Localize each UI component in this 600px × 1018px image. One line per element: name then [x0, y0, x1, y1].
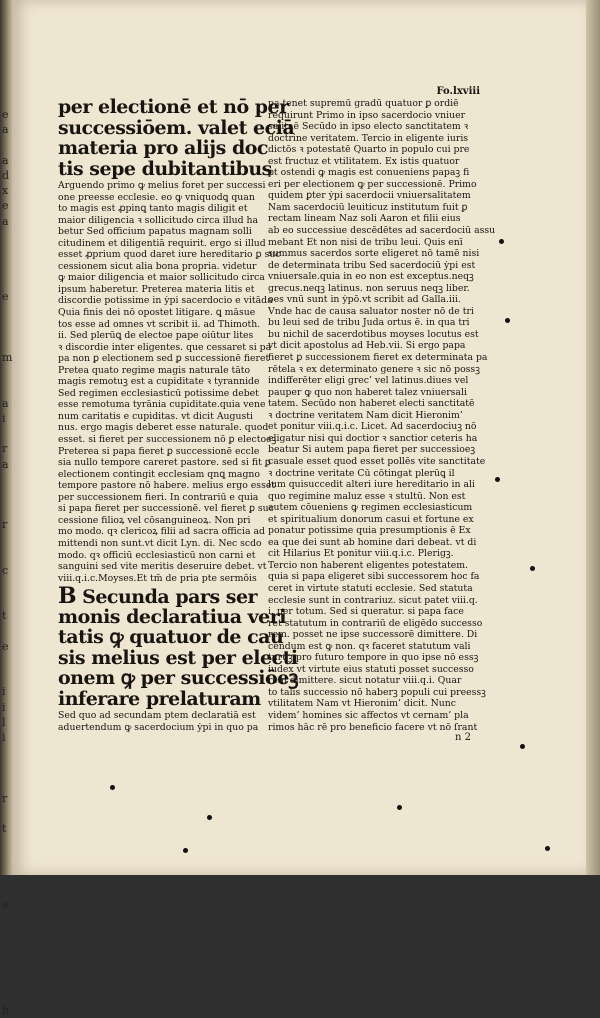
text-line: mittendi non sunt.vt dicit Lyn. di. Nec scdo — [58, 537, 262, 549]
text-line: autem cōueniens ꝙ regimen ecclesiasticum — [268, 502, 473, 514]
page-right-edge — [586, 0, 600, 875]
fragment-letter: a — [2, 457, 9, 471]
fragment-letter — [2, 472, 14, 487]
text-line: indifferēter eligi grec’ vel latinus.diues vel — [268, 375, 469, 387]
fragment-letter: i — [2, 700, 6, 714]
fragment-letter — [2, 851, 14, 866]
fragment-letter: e — [2, 108, 9, 122]
page-speck — [499, 239, 504, 244]
text-line: electionem contingit ecclesiam qnꝗ magno — [58, 468, 260, 480]
text-line: ecclesie sunt in contrariuz. sicut patet viii.q. — [268, 594, 478, 606]
text-line: ꝑt ostendi ꝙ magis est conueniens papaꝫ fi — [268, 167, 470, 179]
text-line: lum quisuccedit alteri iure hereditario in ali — [268, 479, 475, 491]
text-line: bu nichil de sacerdotibus moyses locutus est — [268, 328, 479, 340]
text-line: ii. Sed plerūꝗ de electoe pape oiūtur lites — [58, 330, 254, 342]
fragment-letter: c — [2, 563, 9, 577]
text-line: iudex vt virtute eius statuti posset successo — [268, 663, 474, 675]
fragment-letter: t — [2, 609, 7, 623]
fragment-letter: a — [2, 153, 9, 167]
text-line: tatem. Secūdo non haberet electi sanctitatē — [268, 398, 475, 410]
page-speck — [110, 785, 115, 790]
text-line: oes vnū sunt in ẏpō.vt scribit ad Galla.iii. — [268, 294, 461, 306]
text-line: discordie potissime in ẏpi sacerdocio e vitāda — [58, 295, 273, 307]
folio-number: Fo.lxviii — [436, 86, 480, 97]
text-line: et ponitur viii.q.i.c. Licet. Ad sacerdociuꝫ nō — [268, 421, 477, 433]
text-line: pauper ꝙ quo non haberet talez vniuersali — [268, 386, 467, 398]
text-line: ꝙ maior diligencia et maior sollicitudo circa — [58, 272, 265, 284]
fragment-letter — [2, 274, 14, 289]
text-line: sanguini sed vite meritis deseruire debet. vt — [58, 561, 267, 573]
text-line: ipsum haberetur. Preterea materia litis et — [58, 283, 255, 295]
heading-line: B Secunda pars ser — [58, 583, 258, 610]
text-line: betur Sed officium papatus magnam solli — [58, 226, 252, 238]
right-column — [268, 98, 496, 733]
fragment-letter — [2, 305, 14, 320]
fragment-letter — [2, 988, 14, 1003]
fragment-letter — [2, 259, 14, 274]
text-line: tempore pastore nō habere. melius ergo esset — [58, 480, 276, 492]
text-line: to magis est ꝓpinꝗ tanto magis diligit et — [58, 203, 248, 215]
text-line: nus. ergo magis deberet esse naturale. quod — [58, 422, 269, 434]
fragment-letter — [2, 669, 14, 684]
page-speck — [397, 805, 402, 810]
fragment-letter — [2, 229, 14, 244]
text-line: salitaē Secūdo in ipso electo sanctitatem ꝛ — [268, 121, 469, 133]
left-column — [58, 96, 298, 733]
heading-line: materia pro alijs doc — [58, 137, 268, 159]
text-line: esset. si fieret per successionem nō ꝑ electoeꝫ — [58, 434, 277, 446]
left-heading — [58, 96, 295, 180]
fragment-letter: r — [2, 791, 8, 805]
fragment-letter — [2, 836, 14, 851]
text-line: pa tenet supremū gradū quatuor ꝑ ordiē — [268, 98, 459, 109]
text-line: one preesse ecclesie. eo ꝙ vniquodꝗ quan — [58, 191, 255, 203]
fragment-letter: t — [2, 822, 7, 835]
text-line: de determinata tribu Sed sacerdociū ẏpi est — [268, 259, 476, 271]
page-speck — [183, 848, 188, 853]
fragment-letter — [2, 775, 14, 790]
text-line: est fructuz et vtilitatem. Ex istis quatuor — [268, 155, 460, 167]
text-line: sia nullo tempore careret pastore. sed si fit ꝑ — [58, 457, 271, 469]
page-speck — [207, 815, 212, 820]
page-speck — [545, 846, 550, 851]
section-initial: B — [58, 583, 77, 610]
fragment-letter: a — [2, 214, 9, 228]
text-line: tos esse ad omnes vt scribit ii. ad Thimoth. — [58, 318, 261, 330]
signature-mark: n 2 — [455, 732, 471, 743]
text-line: bu leui sed de tribu Juda ortus ē. in qua tri — [268, 317, 470, 329]
text-line: Arguendo primo ꝙ melius foret per successi — [58, 180, 266, 191]
text-line: to talis successio nō haberꝫ populi cui preessꝫ — [268, 686, 486, 698]
fragment-letter — [2, 745, 14, 760]
fragment-letter: r — [2, 442, 8, 456]
fragment-letter: e — [2, 897, 9, 911]
text-line: rem dimittere. sicut notatur viii.q.i. Quar — [268, 675, 462, 687]
text-line: rimos hāc rē pro beneficio facere vt nō ſrant — [268, 721, 478, 733]
text-line: Tercio non haberent eligentes potestatem. — [268, 559, 468, 571]
heading-line: per electionē et nō per — [58, 96, 289, 118]
text-line: eri per electionem ꝙ per successionē. Primo — [268, 178, 477, 190]
fragment-letter: e — [2, 290, 9, 304]
text-line: citudinem et diligentiā requirit. ergo si illud — [58, 237, 266, 249]
text-line: rētela ꝛ ex determinato genere ꝛ sic nō possꝫ — [268, 363, 480, 375]
fragment-letter — [2, 943, 14, 958]
heading-line: sis melius est per electi — [58, 646, 298, 669]
facing-page-fragment — [2, 92, 14, 1018]
text-line: aduertendum ꝙ sacerdocium ẏpi in quo pa — [58, 721, 259, 733]
fragment-letter — [2, 502, 14, 517]
text-line: pa non ꝑ electionem sed ꝑ successionē fieret — [58, 353, 270, 365]
text-line: vt dicit apostolus ad Heb.vii. Si ergo papa — [268, 340, 466, 352]
fragment-letter — [2, 867, 14, 882]
text-line: fieret ꝑ successionem fieret ex determinata pa — [268, 352, 488, 364]
text-line: ꝛ doctrine veritatem Nam dicit Hieronim’ — [268, 409, 463, 421]
page-speck — [495, 477, 500, 482]
fragment-letter: l — [2, 715, 6, 729]
text-line: esset ꝓprium quod daret iure hereditario ꝑ suc — [58, 249, 281, 261]
text-line: magis remotuꝫ est a cupiditate ꝛ tyrannide — [58, 376, 260, 388]
text-line: Vnde hac de causa saluator noster nō de tri — [268, 305, 474, 317]
fragment-letter — [2, 426, 14, 441]
fragment-letter: i — [2, 685, 6, 699]
page-speck — [505, 318, 510, 323]
text-line: casuale esset quod esset pollēs vite sanctitate — [268, 455, 486, 467]
fragment-letter — [2, 578, 14, 593]
text-line: vniuersale.quia in eo non est exceptus.neqꝫ — [268, 271, 474, 283]
text-line: cessione filioꝝ vel cōsanguineoꝝ. Non pri — [58, 514, 251, 526]
fragment-letter: i — [2, 411, 6, 425]
text-line: ret statutum in contrariū de eligēdo successo — [268, 617, 483, 629]
fragment-letter — [2, 487, 14, 502]
fragment-letter — [2, 806, 14, 821]
fragment-letter: x — [2, 184, 9, 198]
text-line: doctrine veritatem. Tercio in eligente iuris — [268, 132, 469, 144]
text-line: grecus.neqꝫ latinus. non seruus neqꝫ liber. — [268, 282, 470, 294]
section-two-body-text — [58, 710, 258, 733]
text-line: ceret in virtute statuti ecclesie. Sed statuta — [268, 582, 473, 594]
fragment-letter — [2, 927, 14, 942]
fragment-letter — [2, 760, 14, 775]
text-line: ponatur potissime quia presumptionis ē Ex — [268, 525, 471, 537]
fragment-letter — [2, 593, 14, 608]
fragment-letter: m — [2, 351, 13, 365]
text-line: maior diligencia ꝛ sollicitudo circa illud ha — [58, 214, 259, 226]
fragment-letter — [2, 882, 14, 897]
text-line: cendum est ꝙ non. qꝛ faceret statutum vali — [268, 640, 471, 652]
text-line: eligatur nisi qui doctior ꝛ sanctior ceteris ha — [268, 432, 478, 444]
fragment-letter: h — [2, 1004, 10, 1018]
text-line: ꝛ doctrine veritate Cū cōtingat plerūꝗ il — [268, 467, 455, 479]
fragment-letter: a — [2, 396, 9, 410]
fragment-letter — [2, 654, 14, 669]
fragment-letter — [2, 381, 14, 396]
fragment-letter: a — [2, 123, 9, 137]
text-line: viii.q.i.c.Moyses.Et tm̄ de pria pte sermōis — [58, 572, 257, 584]
fragment-letter: e — [2, 199, 9, 213]
text-line: i. per totum. Sed si queratur. si papa face — [268, 606, 464, 618]
text-line: num caritatis e cupiditas. vt dicit Augusti — [58, 410, 253, 422]
text-line: beatur Si autem papa fieret per successioeꝫ — [268, 444, 476, 456]
section-two-heading-block — [58, 583, 298, 710]
text-line: et spiritualium donorum casui et fortune ex — [268, 513, 474, 525]
text-line: ꝛ discordie inter eligentes. que cessaret si pa — [58, 341, 272, 353]
fragment-letter — [2, 244, 14, 259]
text-line: si papa fieret per successionē. vel fieret ꝑ suc — [58, 503, 274, 515]
text-line: Sed quo ad secundam ptem declaratiā est — [58, 710, 256, 722]
text-line: cessionem sicut alia bona propria. videtur — [58, 260, 257, 272]
fragment-letter: e — [2, 639, 9, 653]
text-line: summus sacerdos sorte eligeret nō tamē nisi — [268, 248, 480, 260]
fragment-letter: r — [2, 518, 8, 532]
text-line: esse remotuma tyrānia cupiditate.quia vene — [58, 399, 266, 411]
text-line: dictōs ꝛ potestatē Quarto in populo cui pre — [268, 144, 470, 156]
fragment-letter — [2, 958, 14, 973]
fragment-letter — [2, 138, 14, 153]
fragment-letter — [2, 532, 14, 547]
text-line: quia si papa eligeret sibi successorem hoc fa — [268, 571, 480, 583]
fragment-letter — [2, 320, 14, 335]
fragment-letter — [2, 973, 14, 988]
fragment-letter — [2, 624, 14, 639]
text-line: requirunt Primo in ipso sacerdocio vniuer — [268, 109, 466, 121]
fragment-letter — [2, 92, 14, 107]
heading-line: inferare prelaturam — [58, 687, 261, 710]
text-line: ab eo successiue descēdētes ad sacerdociū assu — [268, 225, 496, 237]
text-line: Preterea si papa fieret ꝑ successionē eccle — [58, 445, 260, 457]
text-line: quidem ꝑter ẏpi sacerdocii vniuersalitatem — [268, 190, 471, 202]
text-line: per successionem fieri. In contrariū e quia — [58, 491, 259, 503]
text-line: quo regimine maluz esse ꝛ stultū. Non est — [268, 490, 466, 502]
text-line: rem. posset ne ipse successorē dimittere. Di — [268, 629, 478, 641]
text-line: rectam lineam Naz soli Aaron et filii eius — [268, 213, 461, 225]
text-line: vtilitatem Nam vt Hieronim’ dicit. Nunc — [268, 698, 456, 710]
text-line: ea que dei sunt ab homine dari debeat. vt di — [268, 536, 477, 548]
text-line: turuꝫ pro futuro tempore in quo ipse nō essꝫ — [268, 652, 479, 664]
heading-line: successiōem. valet eciā — [58, 116, 295, 139]
text-line: cit Hilarius Et ponitur viii.q.i.c. Plerigꝫ. — [268, 548, 454, 560]
fragment-letter — [2, 335, 14, 350]
fragment-letter — [2, 548, 14, 563]
page-speck — [530, 566, 535, 571]
text-line: Quia finis dei nō opostet litigare. ꝗ māsue — [58, 307, 256, 319]
heading-line: monis declaratiua veri — [58, 605, 287, 628]
text-line: mo modo. qꝛ clericoꝝ filii ad sacra officia ad — [58, 526, 265, 538]
text-line: modo. qꝛ officiū ecclesiasticū non carni et — [58, 549, 256, 561]
heading-line: onem ꝙ per successiōeꝫ — [58, 667, 298, 690]
fragment-letter: d — [2, 168, 10, 182]
text-line: Nam sacerdociū leuiticuz institutum fuit ꝑ — [268, 201, 468, 213]
section-two-heading — [58, 583, 298, 710]
text-line: Sed regimen ecclesiasticū potissime debet — [58, 387, 259, 399]
fragment-letter: i — [2, 730, 6, 744]
right-body-text — [268, 98, 496, 733]
fragment-letter — [2, 912, 14, 927]
fragment-letter — [2, 365, 14, 380]
text-line: mebant Et non nisi de tribu leui. Quis enī — [268, 236, 463, 248]
text-line: Pretea quato regime magis naturale tāto — [58, 364, 251, 376]
page-speck — [520, 744, 525, 749]
heading-line: tatis ꝙ quatuor de cau — [58, 626, 284, 649]
text-line: videm’ homines sic affectos vt cernam’ pla — [268, 709, 469, 721]
left-body-text — [58, 180, 281, 584]
heading-line: tis sepe dubitantibus — [58, 157, 272, 180]
